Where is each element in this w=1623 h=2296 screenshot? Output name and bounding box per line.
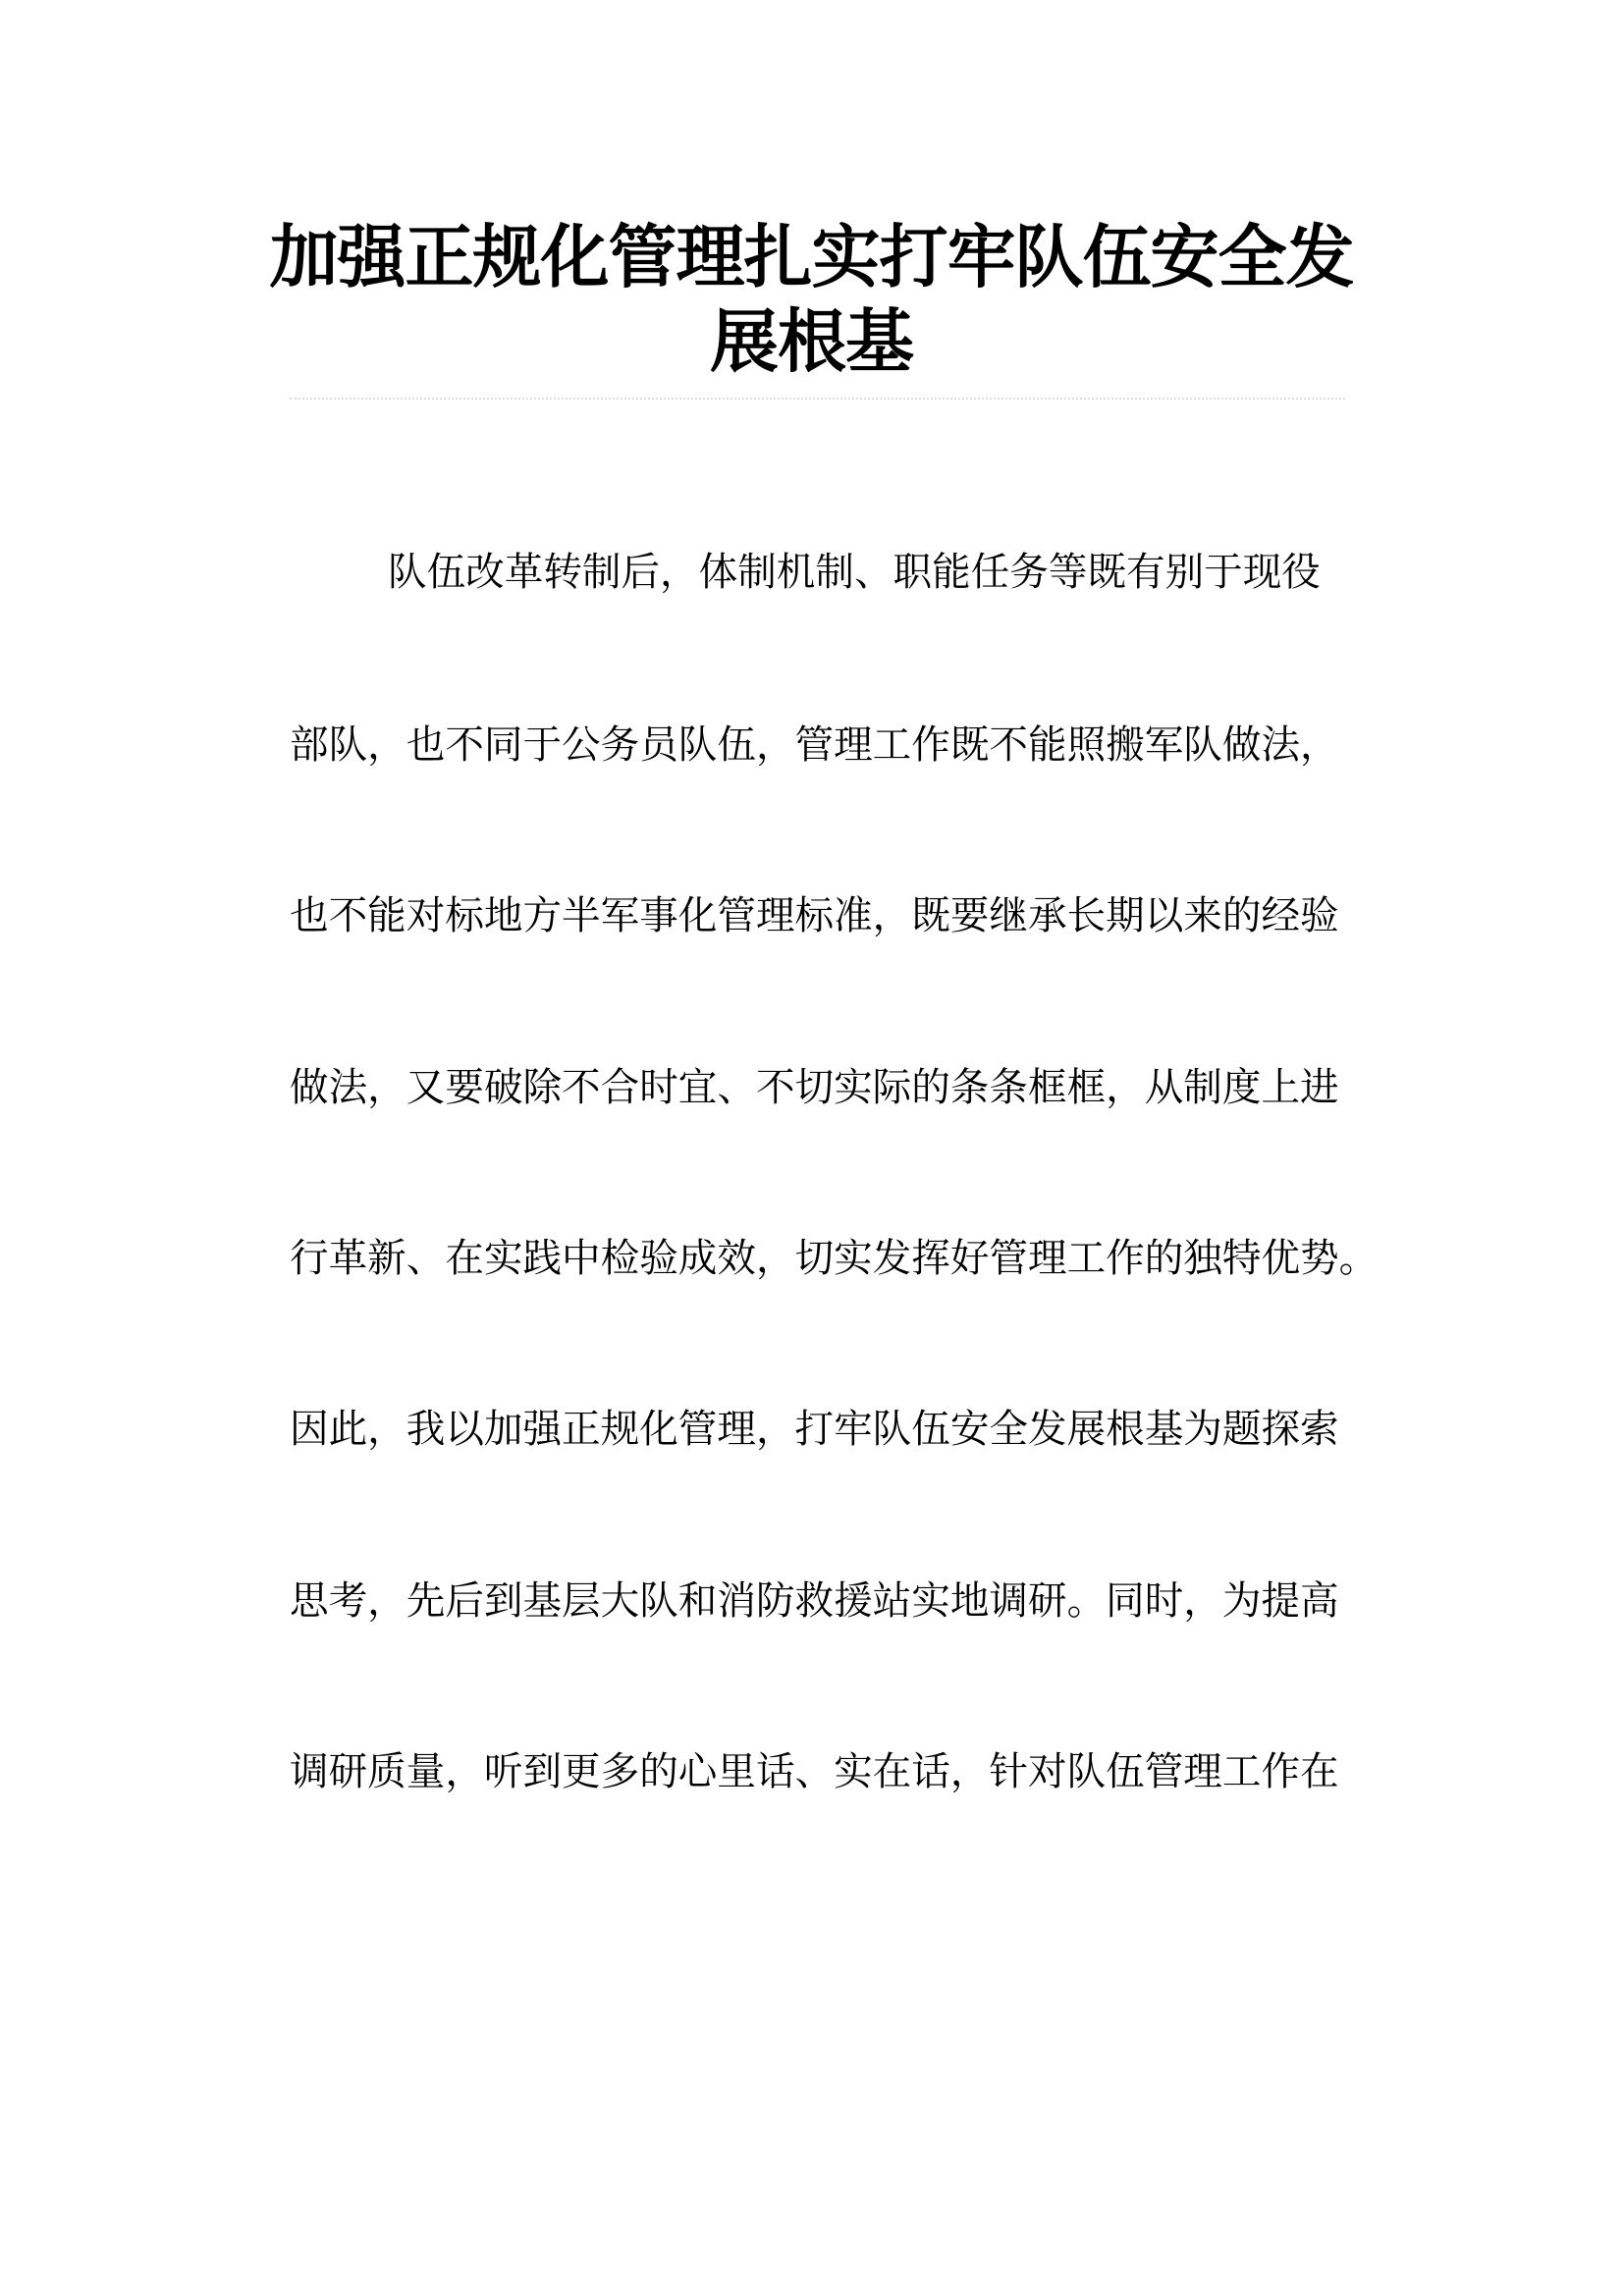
title-line: 加强正规化管理扎实打牢队伍安全发 <box>269 217 1354 297</box>
title-divider <box>290 398 1345 400</box>
body-line: 行革新、在实践中检验成效，切实发挥好管理工作的独特优势。 <box>290 1236 1379 1281</box>
body-line: 部队，也不同于公务员队伍，管理工作既不能照搬军队做法， <box>290 722 1339 768</box>
title-line: 展根基 <box>710 301 913 382</box>
body-line: 队伍改革转制后，体制机制、职能任务等既有别于现役 <box>388 550 1321 595</box>
body-line: 思考，先后到基层大队和消防救援站实地调研。同时，为提高 <box>290 1578 1339 1624</box>
body-line: 做法，又要破除不合时宜、不切实际的条条框框，从制度上进 <box>290 1065 1339 1110</box>
body-line: 也不能对标地方半军事化管理标准，既要继承长期以来的经验 <box>290 893 1339 938</box>
body-line: 因此，我以加强正规化管理，打牢队伍安全发展根基为题探索 <box>290 1407 1339 1452</box>
body-line: 调研质量，听到更多的心里话、实在话，针对队伍管理工作在 <box>290 1749 1339 1794</box>
